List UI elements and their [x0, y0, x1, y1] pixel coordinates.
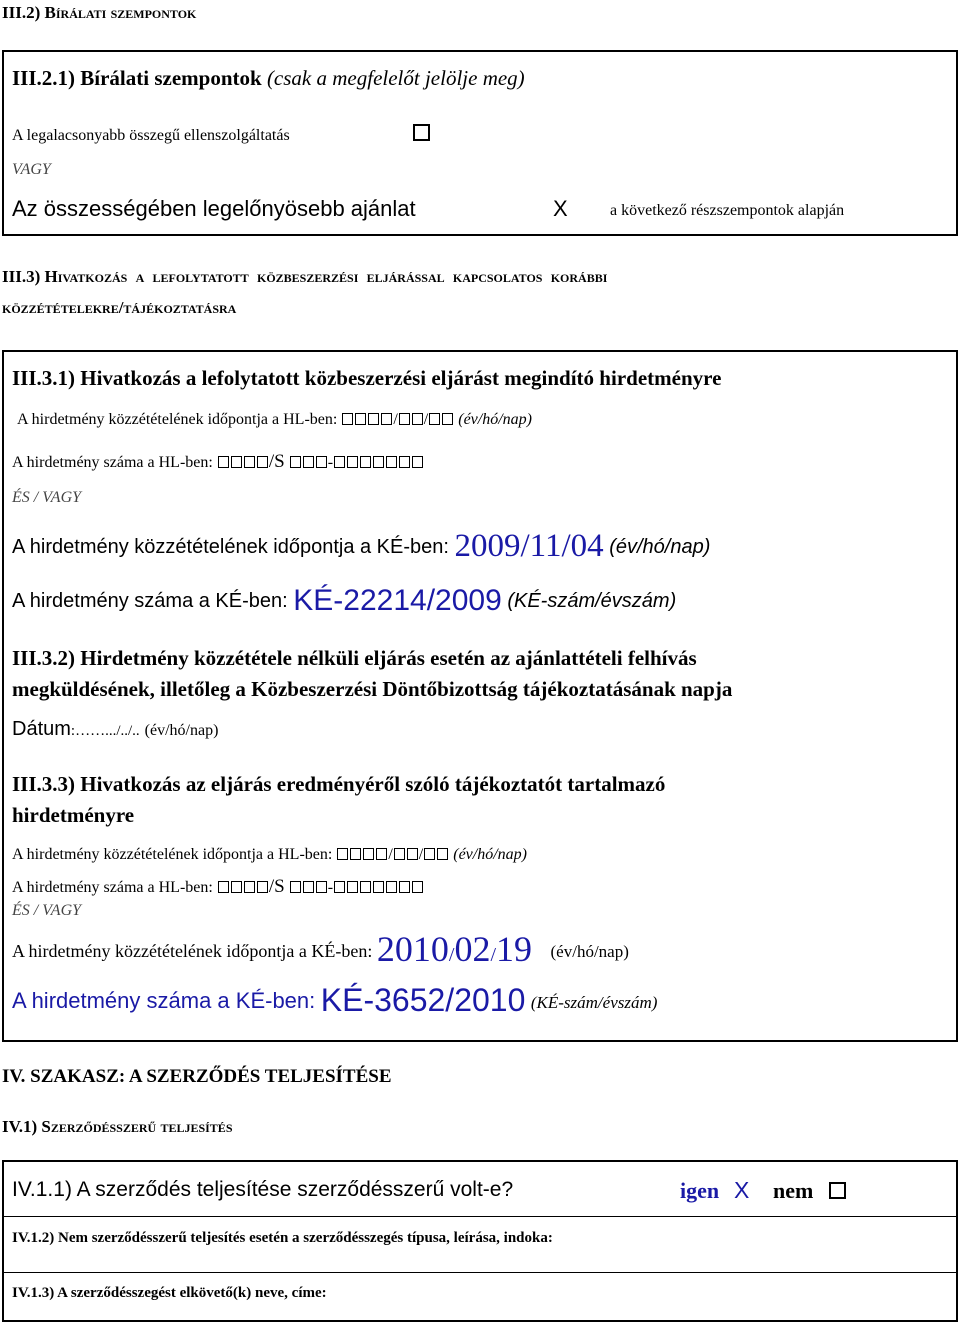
iv-1-2-question: IV.1.2) Nem szerződésszerű teljesítés esetén a szerződésszegés típusa, leírása, indoka: — [12, 1230, 553, 1246]
performance-divider-1 — [2, 1216, 958, 1218]
iii-3-3-ke-date: A hirdetmény közzétételének időpontja a KÉ-ben: 2010/02/19 (év/hó/nap) — [12, 929, 629, 969]
iii-3-3-heading: III.3.3) Hivatkozás az eljárás eredményéről szóló tájékoztatót tartalmazó — [12, 772, 666, 796]
iii-3-3-hl-number: A hirdetmény száma a HL-ben: /S - — [12, 876, 424, 898]
hl-date-month-boxes[interactable] — [398, 411, 424, 428]
best-value-label: Az összességében legelőnyösebb ajánlat — [12, 196, 416, 221]
iv-1-3-question: IV.1.3) A szerződésszegést elkövető(k) neve, címe: — [12, 1285, 327, 1301]
yes-label: igen — [680, 1178, 720, 1203]
iii-3-1-ke-date: A hirdetmény közzétételének időpontja a KÉ-ben: 2009/11/04 (év/hó/nap) — [12, 528, 711, 564]
iii-3-1-hl-date: A hirdetmény közzétételének időpontja a HL-ben: / / (év/hó/nap) — [17, 411, 532, 428]
iii-3-2-heading-line2: megküldésének, illetőleg a Közbeszerzési Döntőbizottság tájékoztatásának napja — [12, 677, 733, 701]
iii-3-2-date: Dátum:…….../../.. (év/hó/nap) — [12, 718, 219, 740]
iii-3-1-ke-number: A hirdetmény száma a KÉ-ben: KÉ-22214/2009 (KÉ-szám/évszám) — [12, 584, 677, 617]
hl2-date-day-boxes[interactable] — [423, 846, 449, 863]
iii-3-3-hl-date: A hirdetmény közzétételének időpontja a HL-ben: / / (év/hó/nap) — [12, 846, 527, 863]
ke-number-value: KÉ-22214/2009 — [293, 584, 502, 617]
hl2-date-year-boxes[interactable] — [336, 846, 388, 863]
hl-number-boxes-b[interactable] — [289, 454, 328, 471]
section-iv-title: IV. SZAKASZ: A SZERZŐDÉS TELJESÍTÉSE — [2, 1066, 392, 1087]
iii-3-3-ke-number: A hirdetmény száma a KÉ-ben: KÉ-3652/2010 (KÉ-szám/évszám) — [12, 982, 658, 1018]
no-checkbox[interactable] — [829, 1182, 846, 1202]
section-heading-iii-3: III.3) Hivatkozás a lefolytatott közbeszerzési eljárással kapcsolatos korábbi — [2, 267, 608, 286]
lowest-price-label: A legalacsonyabb összegű ellenszolgáltatás — [12, 127, 290, 144]
iii-3-3-or: ÉS / VAGY — [12, 902, 82, 919]
yes-checkbox-mark[interactable]: X — [734, 1177, 750, 1203]
hl-date-year-boxes[interactable] — [341, 411, 393, 428]
section-heading-iii-3-line2: közzétételekre/tájékoztatásra — [2, 298, 237, 317]
hl2-date-month-boxes[interactable] — [393, 846, 419, 863]
iii-3-2-heading: III.3.2) Hirdetmény közzététele nélküli eljárás esetén az ajánlattételi felhívás — [12, 646, 697, 670]
iii-3-1-or: ÉS / VAGY — [12, 489, 82, 506]
best-value-checkbox-mark[interactable]: X — [553, 196, 568, 221]
iii-3-1-heading: III.3.1) Hivatkozás a lefolytatott közbeszerzési eljárást megindító hirdetményre — [12, 366, 722, 390]
iv-1-1-question: IV.1.1) A szerződés teljesítése szerződésszerű volt-e? — [12, 1178, 514, 1201]
hl2-number-boxes-a[interactable] — [217, 879, 269, 896]
hl-number-boxes-a[interactable] — [217, 454, 269, 471]
hl2-number-boxes-b[interactable] — [289, 879, 328, 896]
section-heading-iii-2: III.2) Bírálati szempontok — [2, 3, 197, 22]
lowest-price-checkbox[interactable] — [413, 124, 430, 144]
no-label: nem — [773, 1178, 814, 1203]
section-iv-1-heading: IV.1) Szerződésszerű teljesítés — [2, 1117, 233, 1136]
hl2-number-boxes-c[interactable] — [333, 879, 424, 896]
iii-3-3-heading-line2: hirdetményre — [12, 803, 135, 827]
subcriteria-label: a következő részszempontok alapján — [610, 202, 845, 219]
criteria-heading: III.2.1) Bírálati szempontok (csak a megfelelőt jelölje meg) — [12, 66, 525, 90]
or-label: VAGY — [12, 161, 51, 178]
date-placeholder[interactable]: :…….../../.. — [70, 723, 140, 739]
iii-3-1-hl-number: A hirdetmény száma a HL-ben: /S - — [12, 451, 424, 473]
performance-divider-2 — [2, 1272, 958, 1274]
hl-date-day-boxes[interactable] — [428, 411, 454, 428]
ke2-date-value: 2010/02/19 — [376, 929, 533, 969]
hl-number-boxes-c[interactable] — [333, 454, 424, 471]
ke2-number-value: KÉ-3652/2010 — [320, 982, 526, 1018]
ke-date-value: 2009/11/04 — [454, 528, 604, 564]
